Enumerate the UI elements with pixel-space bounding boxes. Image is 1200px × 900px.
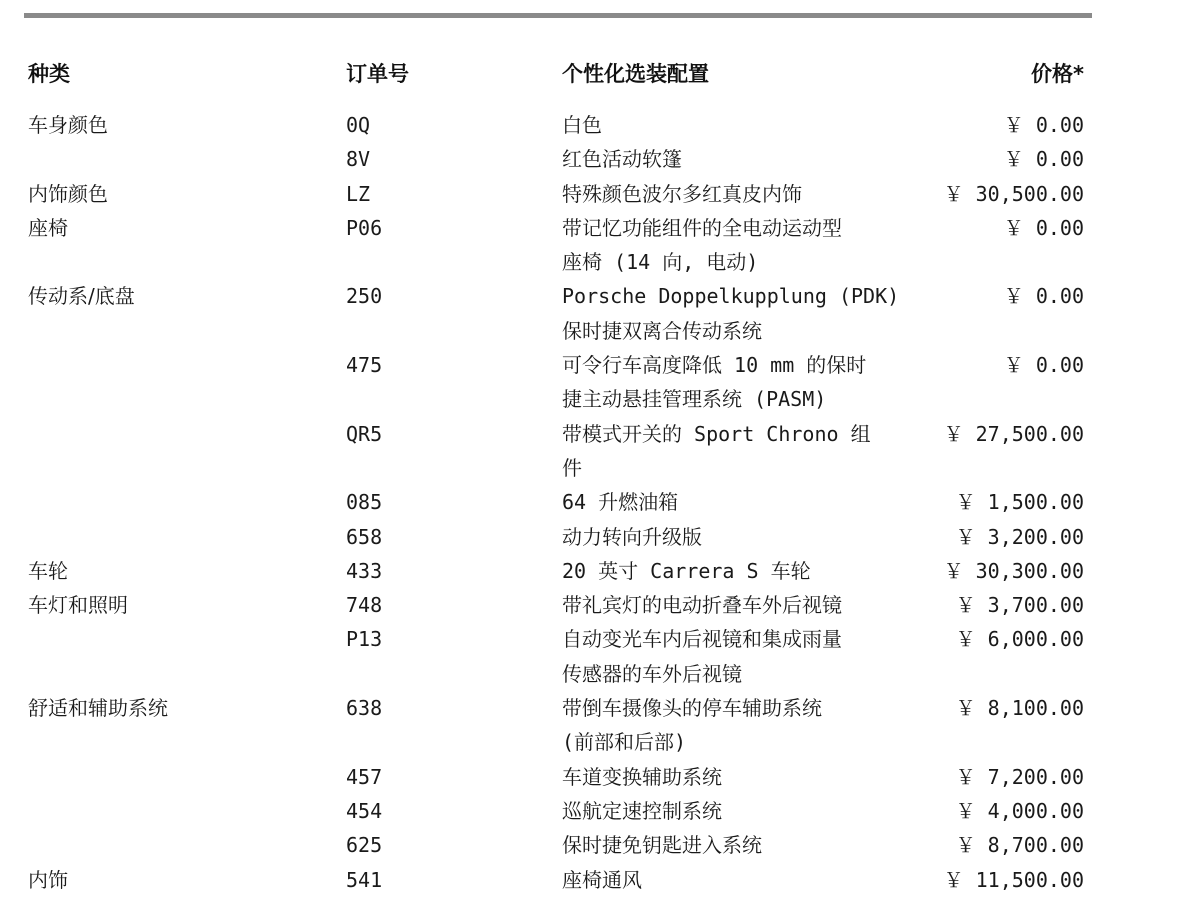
row-order-code: 638 bbox=[346, 696, 383, 721]
row-option-line: 保时捷免钥匙进入系统 bbox=[562, 833, 762, 858]
row-order-code: 748 bbox=[346, 593, 383, 618]
row-option bbox=[562, 211, 922, 280]
row-order-code: 085 bbox=[346, 490, 383, 515]
row-category: 座椅 bbox=[28, 215, 68, 240]
row-price: ￥ 0.00 bbox=[1003, 284, 1084, 309]
row-option-line: 自动变光车内后视镜和集成雨量 bbox=[562, 627, 842, 652]
row-order-code: 250 bbox=[346, 284, 383, 309]
row-option-line: 20 英寸 Carrera S 车轮 bbox=[562, 558, 811, 583]
row-option-line: 巡航定速控制系统 bbox=[562, 798, 722, 823]
row-option-line: 带倒车摄像头的停车辅助系统 bbox=[562, 696, 822, 721]
row-price: ￥ 3,200.00 bbox=[955, 524, 1084, 549]
row-option-line: 带记忆功能组件的全电动运动型 bbox=[562, 215, 842, 240]
row-option bbox=[562, 142, 922, 176]
row-category: 车身颜色 bbox=[28, 113, 108, 137]
top-divider bbox=[24, 13, 1092, 18]
row-option-line: 车道变换辅助系统 bbox=[562, 764, 722, 789]
header-price: 价格* bbox=[1031, 62, 1084, 86]
table-row bbox=[0, 417, 1200, 486]
table-row bbox=[0, 554, 1200, 588]
row-order-code: 625 bbox=[346, 833, 383, 858]
row-order-code: QR5 bbox=[346, 421, 383, 446]
row-price: ￥ 7,200.00 bbox=[955, 764, 1084, 789]
row-option bbox=[562, 691, 922, 760]
row-option bbox=[562, 177, 922, 211]
header-option: 个性化选装配置 bbox=[562, 62, 709, 86]
row-option bbox=[562, 622, 922, 691]
table-row bbox=[0, 108, 1200, 142]
row-option-line: 捷主动悬挂管理系统 (PASM) bbox=[562, 387, 827, 412]
table-row bbox=[0, 485, 1200, 519]
row-order-code: P06 bbox=[346, 215, 383, 240]
row-option bbox=[562, 520, 922, 554]
row-price: ￥ 1,500.00 bbox=[955, 490, 1084, 515]
row-option-line: 带礼宾灯的电动折叠车外后视镜 bbox=[562, 593, 842, 618]
row-option-line: 座椅 (14 向, 电动) bbox=[562, 250, 759, 275]
row-price: ￥ 8,100.00 bbox=[955, 696, 1084, 721]
row-category: 车灯和照明 bbox=[28, 593, 128, 618]
table-row bbox=[0, 794, 1200, 828]
row-order-code: 658 bbox=[346, 524, 383, 549]
row-price: ￥ 6,000.00 bbox=[955, 627, 1084, 652]
row-order-code: 0Q bbox=[346, 113, 371, 137]
row-price: ￥ 27,500.00 bbox=[943, 421, 1084, 446]
row-option-line: 传感器的车外后视镜 bbox=[562, 661, 742, 686]
row-option bbox=[562, 417, 922, 486]
row-option bbox=[562, 828, 922, 862]
row-order-code: 541 bbox=[346, 867, 383, 892]
table-row bbox=[0, 142, 1200, 176]
row-option-line: 座椅通风 bbox=[562, 867, 642, 892]
table-row bbox=[0, 211, 1200, 280]
row-option bbox=[562, 588, 922, 622]
row-option bbox=[562, 863, 922, 897]
row-option-line: (前部和后部) bbox=[562, 730, 687, 755]
row-category: 舒适和辅助系统 bbox=[28, 696, 168, 721]
row-category: 传动系/底盘 bbox=[28, 284, 135, 309]
header-order-code: 订单号 bbox=[346, 62, 409, 86]
row-price: ￥ 0.00 bbox=[1003, 147, 1084, 172]
row-option-line: 保时捷双离合传动系统 bbox=[562, 318, 762, 343]
table-row bbox=[0, 279, 1200, 348]
row-option-line: 可令行车高度降低 10 mm 的保时 bbox=[562, 353, 867, 378]
row-option bbox=[562, 485, 922, 519]
row-price: ￥ 3,700.00 bbox=[955, 593, 1084, 618]
row-price: ￥ 11,500.00 bbox=[943, 867, 1084, 892]
row-option-line: 件 bbox=[562, 455, 582, 480]
row-option bbox=[562, 108, 922, 142]
row-order-code: 433 bbox=[346, 558, 383, 583]
row-option-line: 红色活动软篷 bbox=[562, 147, 682, 172]
row-order-code: 475 bbox=[346, 353, 383, 378]
row-order-code: 457 bbox=[346, 764, 383, 789]
table-header bbox=[0, 54, 1200, 90]
row-option-line: 64 升燃油箱 bbox=[562, 490, 679, 515]
table-row bbox=[0, 588, 1200, 622]
row-price: ￥ 0.00 bbox=[1003, 353, 1084, 378]
row-category: 内饰颜色 bbox=[28, 181, 108, 206]
row-category: 内饰 bbox=[28, 867, 68, 892]
row-price: ￥ 4,000.00 bbox=[955, 798, 1084, 823]
table-row bbox=[0, 520, 1200, 554]
row-order-code: 454 bbox=[346, 798, 383, 823]
row-order-code: LZ bbox=[346, 181, 371, 206]
row-price: ￥ 30,500.00 bbox=[943, 181, 1084, 206]
row-option-line: Porsche Doppelkupplung (PDK) bbox=[562, 284, 900, 309]
row-option bbox=[562, 794, 922, 828]
row-category: 车轮 bbox=[28, 558, 68, 583]
row-order-code: 8V bbox=[346, 147, 371, 172]
table-row bbox=[0, 622, 1200, 691]
row-option bbox=[562, 554, 922, 588]
row-option bbox=[562, 279, 922, 348]
options-table bbox=[0, 108, 1200, 897]
table-row bbox=[0, 760, 1200, 794]
row-option-line: 动力转向升级版 bbox=[562, 524, 702, 549]
row-order-code: P13 bbox=[346, 627, 383, 652]
table-row bbox=[0, 828, 1200, 862]
row-price: ￥ 30,300.00 bbox=[943, 558, 1084, 583]
row-option-line: 带模式开关的 Sport Chrono 组 bbox=[562, 421, 871, 446]
row-price: ￥ 0.00 bbox=[1003, 113, 1084, 137]
row-price: ￥ 0.00 bbox=[1003, 215, 1084, 240]
table-row bbox=[0, 177, 1200, 211]
row-price: ￥ 8,700.00 bbox=[955, 833, 1084, 858]
table-row bbox=[0, 348, 1200, 417]
table-row bbox=[0, 691, 1200, 760]
row-option-line: 白色 bbox=[562, 113, 602, 137]
row-option bbox=[562, 760, 922, 794]
table-row bbox=[0, 863, 1200, 897]
row-option bbox=[562, 348, 922, 417]
row-option-line: 特殊颜色波尔多红真皮内饰 bbox=[562, 181, 802, 206]
header-category: 种类 bbox=[28, 62, 70, 86]
